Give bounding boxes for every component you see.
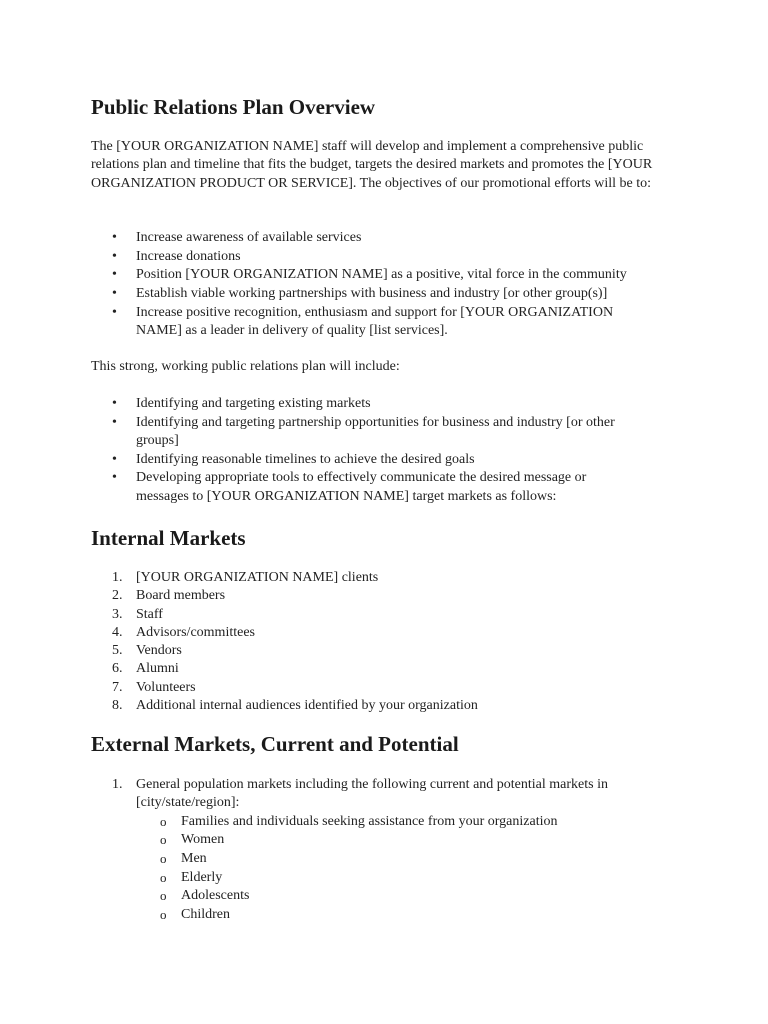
page-title: Public Relations Plan Overview	[91, 95, 376, 119]
list-item: • Developing appropriate tools to effectively communicate the desired message or messages to [YOUR ORGANIZATION NAME] target markets as follows:	[91, 469, 636, 506]
list-item: 1. [YOUR ORGANIZATION NAME] clients	[91, 569, 676, 587]
section-heading-internal-markets: Internal Markets	[91, 526, 246, 550]
list-number: 3.	[112, 606, 123, 622]
intro-paragraph-block	[91, 138, 681, 193]
plan-items-block	[91, 395, 676, 506]
sub-list-item: o Children	[91, 906, 661, 924]
external-markets-block	[91, 776, 656, 925]
list-item: • Identifying and targeting existing markets	[91, 395, 676, 413]
sub-list-item: o Elderly	[91, 869, 661, 887]
list-item: 3. Staff	[91, 606, 676, 624]
external-markets-list	[91, 776, 656, 924]
list-item: • Identifying reasonable timelines to achieve the desired goals	[91, 451, 676, 469]
plan-intro-paragraph: This strong, working public relations plan will include:	[91, 359, 400, 374]
list-item: 5. Vendors	[91, 642, 676, 660]
list-number: 1.	[112, 570, 123, 585]
list-item: 1. General population markets including the following current and potential markets in [city/state/region]: o Families and individuals seeking assistance from your organization o Women o Men o Elderly o Adolescents o Children	[91, 776, 656, 924]
list-item: • Identifying and targeting partnership opportunities for business and industry [or other groups]	[91, 414, 656, 451]
list-item: 2. Board members	[91, 587, 676, 605]
external-markets-sublist	[136, 813, 656, 925]
list-number: 1.	[112, 777, 123, 792]
sub-list-item: o Women	[91, 831, 661, 849]
sub-list-item: o Families and individuals seeking assistance from your organization	[91, 813, 661, 831]
list-item: • Increase awareness of available services	[91, 229, 676, 247]
section-heading-external-markets: External Markets, Current and Potential	[91, 732, 459, 756]
plan-items-list	[91, 395, 676, 506]
list-item: 6. Alumni	[91, 660, 676, 678]
objectives-list	[91, 229, 676, 340]
sub-bullet-icon: o	[160, 888, 167, 904]
list-item: 7. Volunteers	[91, 679, 676, 697]
list-number: 7.	[112, 679, 123, 695]
sub-list-item: o Men	[91, 850, 661, 868]
internal-markets-list	[91, 569, 676, 715]
sub-bullet-icon: o	[160, 869, 167, 885]
sub-bullet-icon: o	[160, 907, 167, 923]
list-item: • Establish viable working partnerships with business and industry [or other group(s)]	[91, 285, 676, 303]
sub-bullet-icon: o	[160, 832, 167, 848]
plan-intro-block	[91, 358, 681, 376]
list-item: 4. Advisors/committees	[91, 624, 676, 642]
sub-bullet-icon: o	[160, 850, 167, 866]
list-number: 6.	[112, 661, 123, 677]
sub-list-item: o Adolescents	[91, 887, 661, 905]
list-item: • Increase donations	[91, 248, 676, 266]
list-item: • Position [YOUR ORGANIZATION NAME] as a positive, vital force in the community	[91, 266, 676, 284]
list-item: • Increase positive recognition, enthusiasm and support for [YOUR ORGANIZATION NAME] as a leader in delivery of quality [list services].	[91, 304, 656, 341]
list-item: 8. Additional internal audiences identified by your organization	[91, 697, 676, 715]
internal-markets-block	[91, 569, 676, 715]
list-number: 2.	[112, 588, 123, 604]
intro-paragraph: The [YOUR ORGANIZATION NAME] staff will develop and implement a comprehensive public relations plan and timeline that fits the budget, targets the desired markets and promotes the [YOUR ORGANIZATION PRODUCT OR SERVICE]. The objectives of our promotional efforts will be to:	[91, 139, 653, 191]
objectives-block	[91, 229, 676, 341]
list-number: 8.	[112, 698, 123, 714]
list-number: 5.	[112, 643, 123, 659]
list-number: 4.	[112, 624, 123, 640]
sub-bullet-icon: o	[160, 813, 167, 829]
